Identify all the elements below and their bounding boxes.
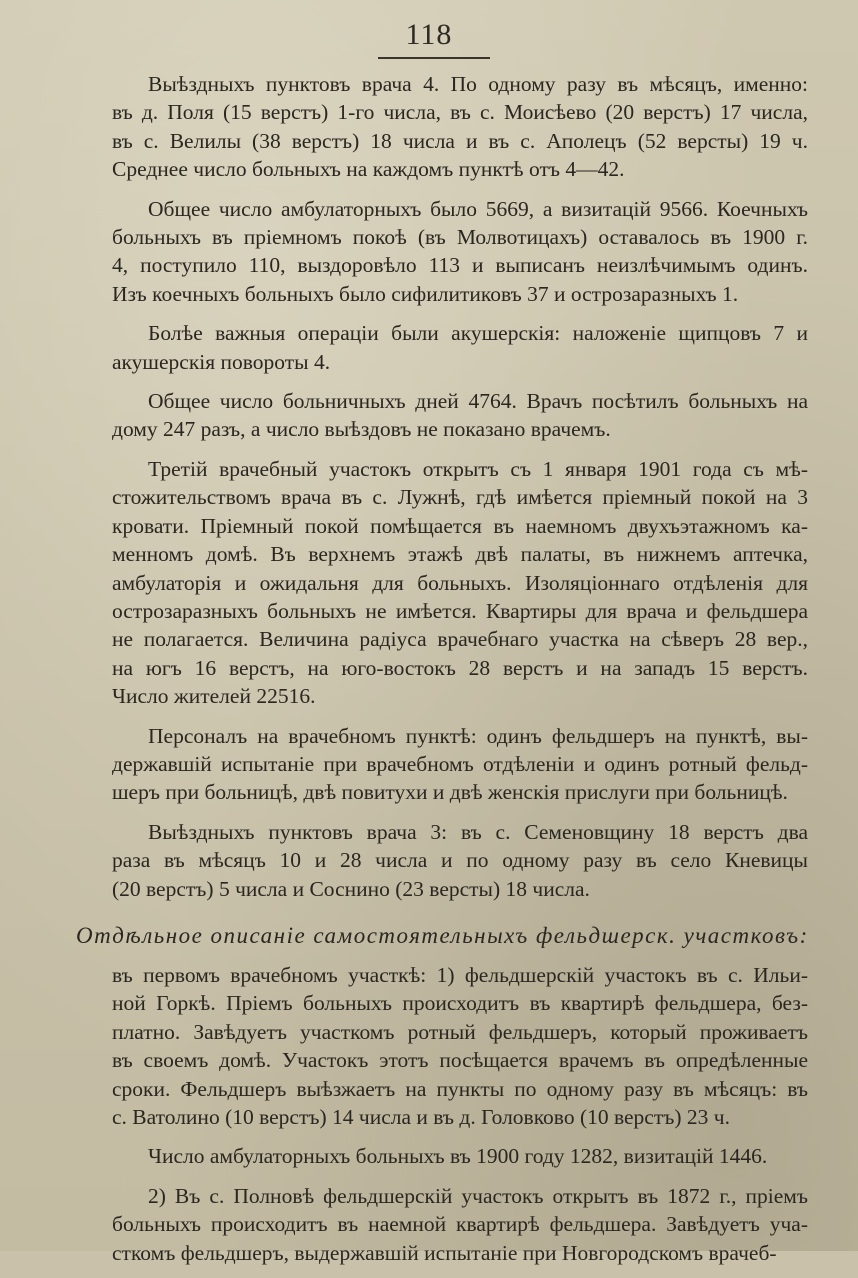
text-line: амбулаторія и ожидальня для больныхъ. Изоляціоннаго отдѣленія для	[112, 570, 808, 595]
text-line: сткомъ фельдшеръ, выдержавшій испытаніе при Новгородскомъ врачеб-	[112, 1240, 777, 1265]
text-line: Число жителей 22516.	[112, 684, 316, 709]
text-line: Выѣздныхъ пунктовъ врача 4. По одному разу въ мѣсяцъ, именно:	[148, 72, 808, 96]
text-line: 2) Въ с. Полновѣ фельдшерскій участокъ открытъ въ 1872 г., пріемъ	[148, 1183, 808, 1208]
paragraph-p2	[76, 195, 808, 309]
main-text-block	[76, 70, 808, 903]
text-line: Выѣздныхъ пунктовъ врача 3: въ с. Семеновщину 18 верстъ два	[148, 819, 808, 844]
text-line: Изъ коечныхъ больныхъ было сифилитиковъ 37 и острозаразныхъ 1.	[112, 281, 739, 306]
text-line: острозаразныхъ больныхъ не имѣется. Квартиры для врача и фельдшера	[112, 598, 808, 623]
text-line: менномъ домѣ. Въ верхнемъ этажѣ двѣ палаты, въ нижнемъ аптечка,	[112, 542, 808, 567]
text-line: въ д. Поля (15 верстъ) 1-го числа, въ с. Моисѣево (20 верстъ) 17 числа,	[112, 100, 808, 125]
text-line: раза въ мѣсяцъ 10 и 28 числа и по одному разу въ село Кневицы	[112, 848, 808, 873]
page-number-rule	[378, 57, 490, 59]
text-line: 4, поступило 110, выздоровѣло 113 и выписанъ неизлѣчимымъ одинъ.	[112, 253, 808, 278]
text-line: шеръ при больницѣ, двѣ повитухи и двѣ женскія прислуги при больницѣ.	[112, 780, 788, 805]
text-line: (20 верстъ) 5 числа и Соснино (23 версты) 18 числа.	[112, 876, 590, 901]
text-line: Персоналъ на врачебномъ пунктѣ: одинъ фельдшеръ на пунктѣ, вы-	[148, 723, 808, 748]
page-number: 118	[405, 18, 453, 51]
text-line: Общее число амбулаторныхъ было 5669, а визитацій 9566. Коечныхъ	[148, 196, 808, 221]
paragraph-p7	[76, 818, 808, 903]
paragraph-p9	[76, 1142, 808, 1170]
paragraph-p6	[76, 722, 808, 807]
text-line: стожительствомъ врача въ с. Лужнѣ, гдѣ имѣется пріемный покой на 3	[112, 485, 808, 510]
text-line: на югъ 16 верстъ, на юго-востокъ 28 верстъ и на западъ 15 верстъ.	[112, 655, 808, 680]
feldsher-text-block	[76, 961, 808, 1267]
text-line: въ первомъ врачебномъ участкѣ: 1) фельдшерскій участокъ въ с. Ильи-	[112, 962, 808, 987]
paragraph-p1	[76, 70, 808, 184]
text-line: Третій врачебный участокъ открытъ съ 1 января 1901 года съ мѣ-	[148, 456, 808, 481]
text-line: сроки. Фельдшеръ выѣзжаетъ на пункты по одному разу въ мѣсяцъ: въ	[112, 1076, 808, 1101]
text-line: державшій испытаніе при врачебномъ отдѣленіи и одинъ ротный фельд-	[112, 751, 808, 776]
text-line: платно. Завѣдуетъ участкомъ ротный фельдшеръ, который проживаетъ	[112, 1019, 808, 1044]
page-body	[76, 70, 808, 1278]
text-line: ной Горкѣ. Пріемъ больныхъ происходитъ въ квартирѣ фельдшера, без-	[112, 991, 808, 1016]
text-line: Число амбулаторныхъ больныхъ въ 1900 году 1282, визитацій 1446.	[148, 1144, 768, 1169]
text-line: больныхъ происходитъ въ наемной квартирѣ фельдшера. Завѣдуетъ уча-	[112, 1212, 808, 1237]
text-line: Болѣе важныя операціи были акушерскія: наложеніе щипцовъ 7 и	[148, 321, 808, 346]
text-line: Общее число больничныхъ дней 4764. Врачъ посѣтилъ больныхъ на	[148, 389, 808, 414]
paragraph-p3	[76, 319, 808, 376]
section-title: Отдѣльное описаніе самостоятельныхъ фельдшерск. участковъ:	[76, 922, 809, 948]
text-line: кровати. Пріемный покой помѣщается въ наемномъ двухъэтажномъ ка-	[112, 513, 808, 538]
text-line: дому 247 разъ, а число выѣздовъ не показано врачемъ.	[112, 417, 611, 442]
text-line: с. Ватолино (10 верстъ) 14 числа и въ д. Головково (10 верстъ) 23 ч.	[112, 1105, 730, 1129]
text-line: акушерскія повороты 4.	[112, 349, 331, 374]
text-line: Среднее число больныхъ на каждомъ пунктѣ отъ 4—42.	[112, 157, 625, 182]
paragraph-p10	[76, 1182, 808, 1267]
text-line: больныхъ въ пріемномъ покоѣ (въ Молвотицахъ) оставалось въ 1900 г.	[112, 225, 808, 250]
paragraph-p5	[76, 455, 808, 711]
paragraph-p8	[76, 961, 808, 1131]
text-line: въ с. Велилы (38 верстъ) 18 числа и въ с. Аполецъ (52 версты) 19 ч.	[112, 128, 808, 153]
paragraph-p4	[76, 387, 808, 444]
text-line: въ своемъ домѣ. Участокъ этотъ посѣщается врачемъ въ опредѣленные	[112, 1048, 808, 1073]
text-line: не полагается. Величина радіуса врачебнаго участка на сѣверъ 28 вер.,	[112, 627, 808, 652]
